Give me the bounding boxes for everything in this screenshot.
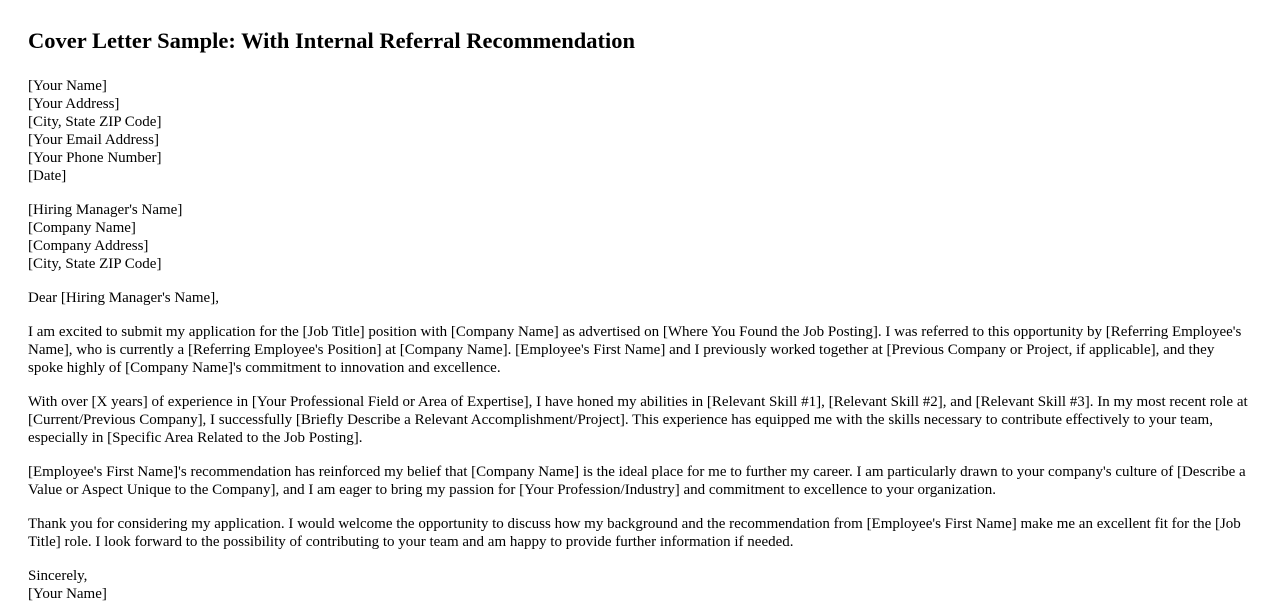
- sender-block: [28, 77, 1250, 185]
- body-paragraph-recommendation: [Employee's First Name]'s recommendation has reinforced my belief that [Company Name] is the ideal place for me to further my career. I am particularly drawn to your company's culture of [Describe a Value or Aspect Unique to the Company], and I am eager to bring my passion for [Your Profession/Industry] and commitment to excellence to your organization.: [28, 464, 1246, 498]
- page-title: Cover Letter Sample: With Internal Referral Recommendation: [28, 28, 635, 53]
- sender-email: [Your Email Address]: [28, 132, 159, 148]
- recipient-address: [Company Address]: [28, 238, 149, 254]
- sender-phone: [Your Phone Number]: [28, 150, 162, 166]
- recipient-name: [Hiring Manager's Name]: [28, 202, 183, 218]
- body-paragraph-intro: I am excited to submit my application for the [Job Title] position with [Company Name] as advertised on [Where You Found the Job Posting]. I was referred to this opportunity by [Referring Employee's Name], who is currently a [Referring Employee's Position] at [Company Name]. [Employee's First Name] and I previously worked together at [Previous Company or Project, if applicable], and they spoke highly of [Company Name]'s commitment to innovation and excellence.: [28, 324, 1242, 376]
- sender-name: [Your Name]: [28, 78, 107, 94]
- letter-date: [Date]: [28, 168, 67, 184]
- sender-address: [Your Address]: [28, 96, 120, 112]
- body-paragraph-thanks: Thank you for considering my application. I would welcome the opportunity to discuss how my background and the recommendation from [Employee's First Name] make me an excellent fit for the [Job Title] role. I look forward to the possibility of contributing to your team and am happy to provide further information if needed.: [28, 516, 1241, 550]
- closing-block: [28, 567, 1250, 603]
- recipient-block: [28, 201, 1250, 273]
- recipient-company: [Company Name]: [28, 220, 136, 236]
- signature-name: [Your Name]: [28, 586, 107, 602]
- sender-city-state-zip: [City, State ZIP Code]: [28, 114, 162, 130]
- body-paragraph-experience: With over [X years] of experience in [Your Professional Field or Area of Expertise], I have honed my abilities in [Relevant Skill #1], [Relevant Skill #2], and [Relevant Skill #3]. In my most recent role at [Current/Previous Company], I successfully [Briefly Describe a Relevant Accomplishment/Project]. This experience has equipped me with the skills necessary to contribute effectively to your team, especially in [Specific Area Related to the Job Posting].: [28, 394, 1248, 446]
- valediction: Sincerely,: [28, 568, 88, 584]
- recipient-city-state-zip: [City, State ZIP Code]: [28, 256, 162, 272]
- salutation: Dear [Hiring Manager's Name],: [28, 290, 219, 306]
